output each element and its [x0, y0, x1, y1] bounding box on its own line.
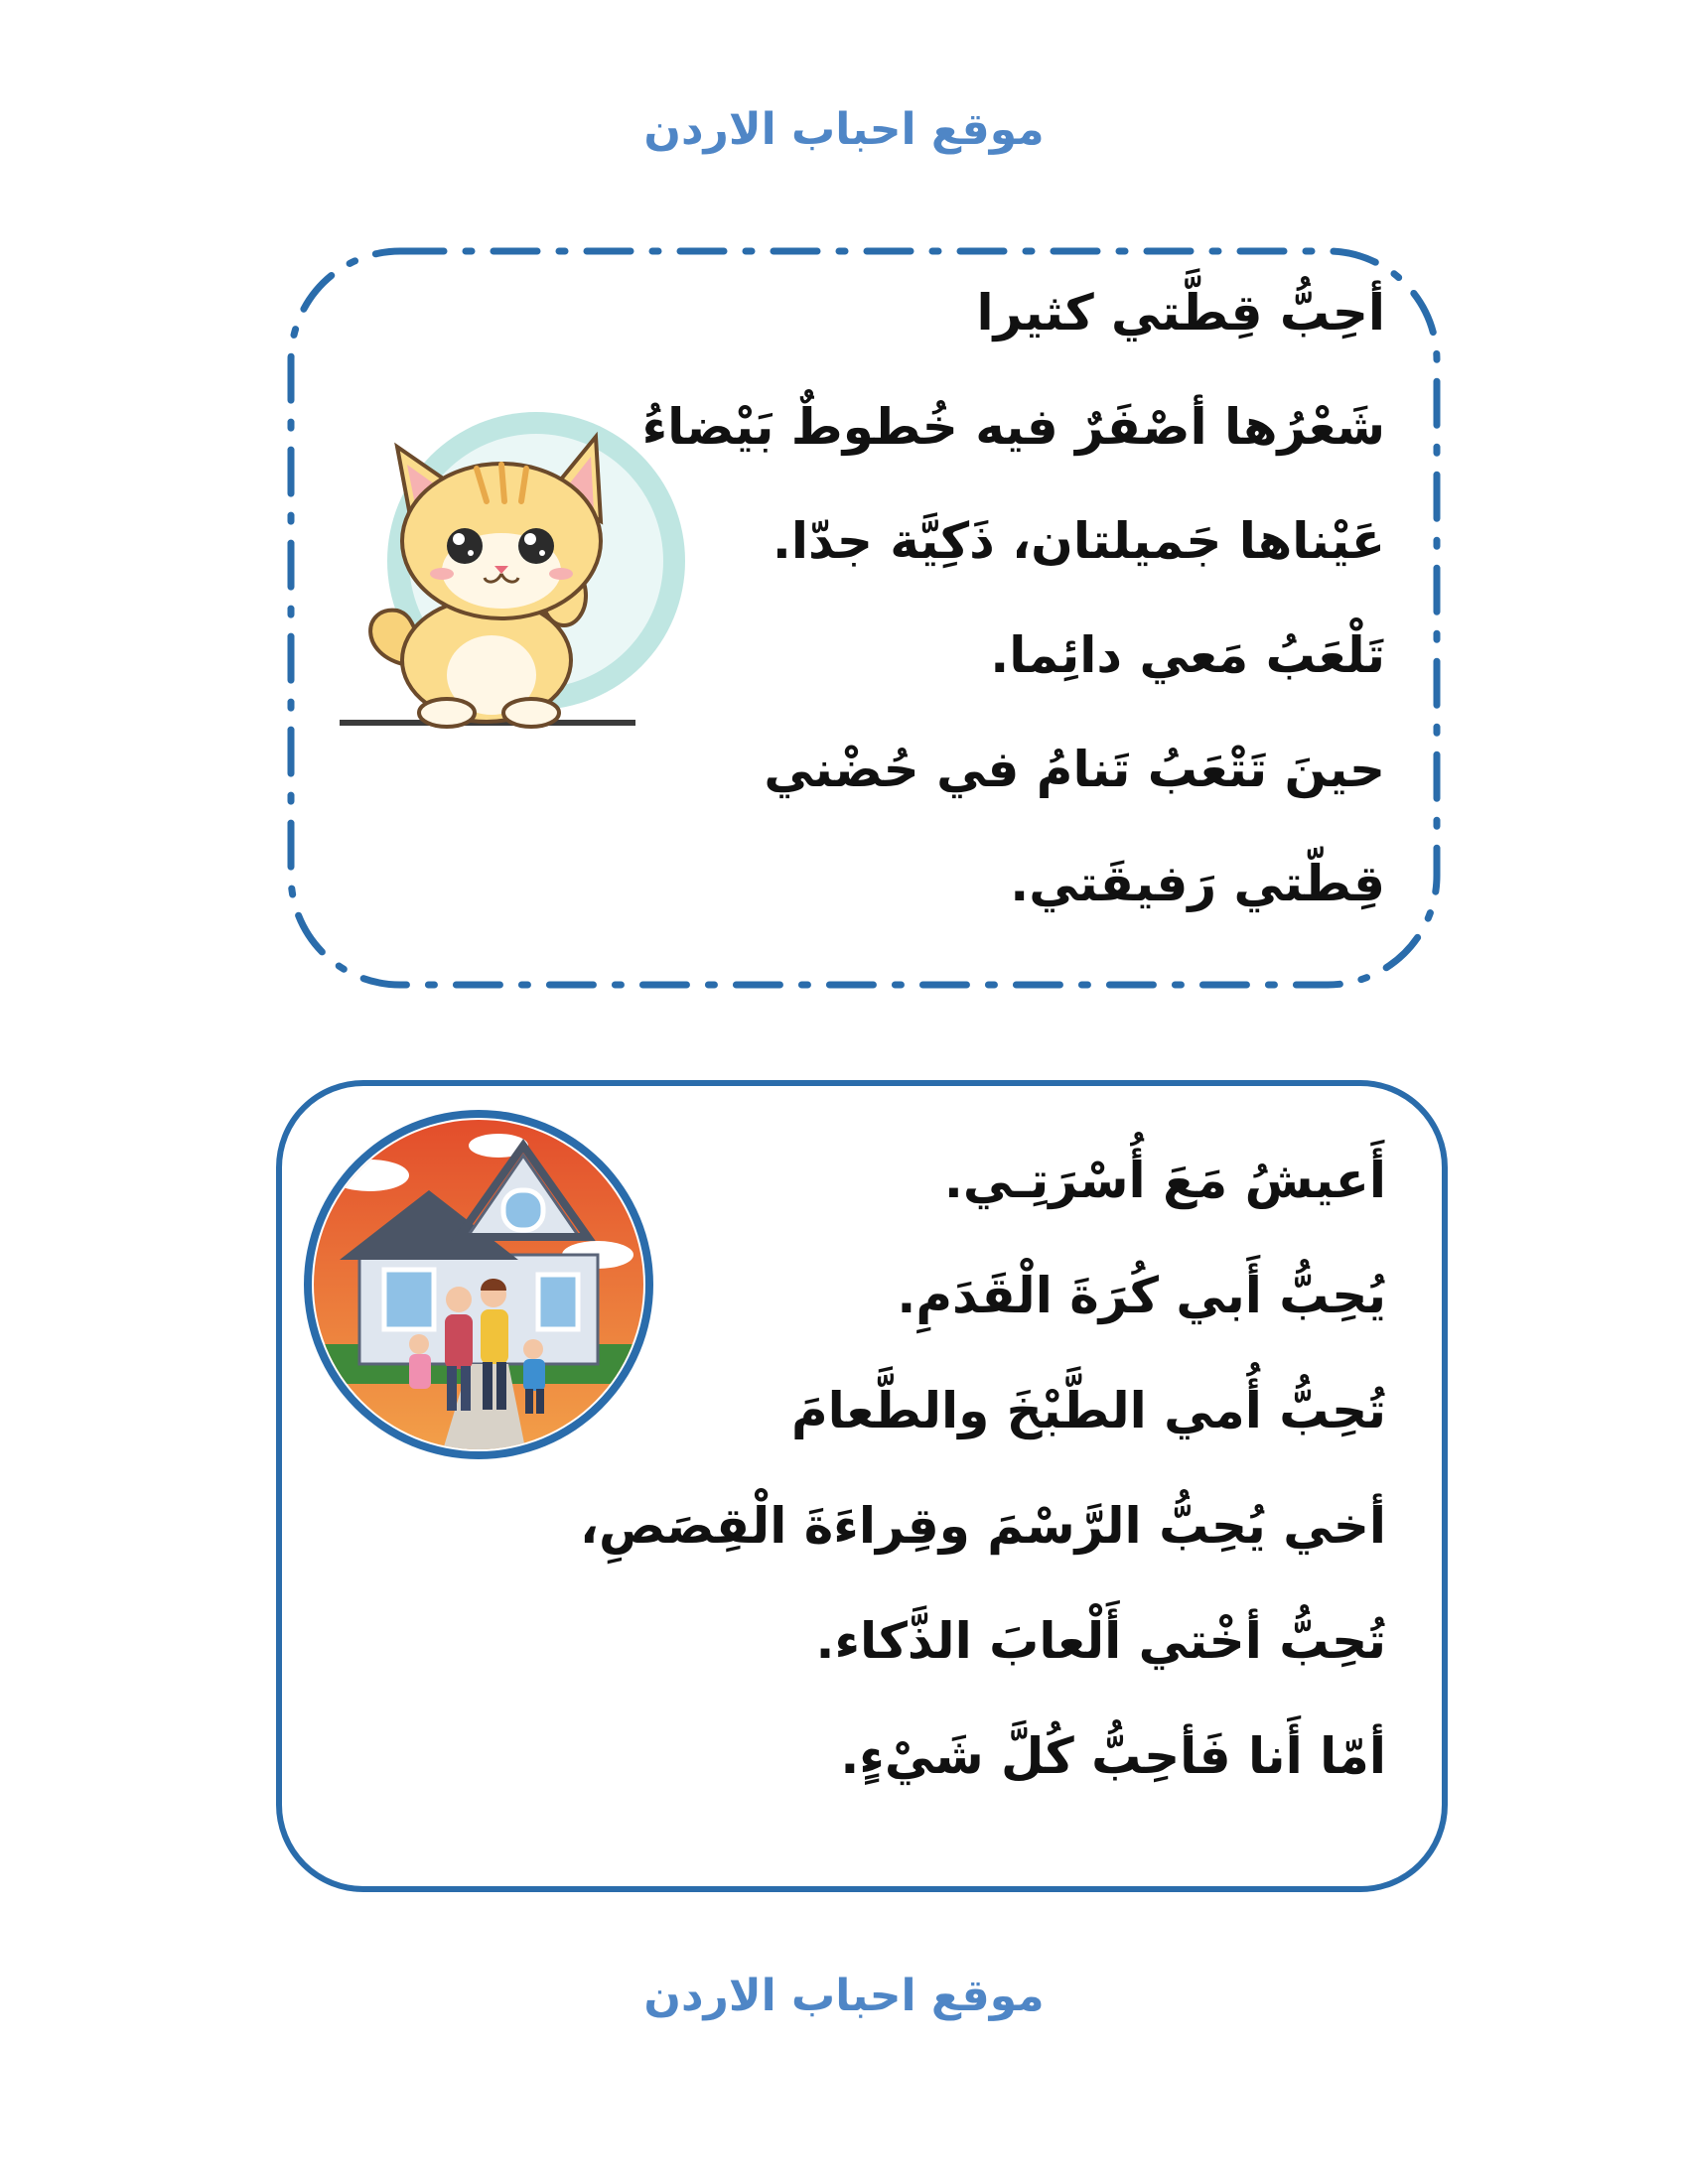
cat-reading-card [283, 243, 1445, 993]
cat-line-3: عَيْناها جَميلتان، ذَكِيَّة جدّا. [772, 512, 1385, 570]
family-line-4: أخي يُحِبُّ الرَّسْمَ وقِراءَةَ الْقِصَصِ، [579, 1497, 1386, 1555]
cat-line-6: قِطّتي رَفيقَتي. [1010, 855, 1385, 912]
family-reading-card [276, 1080, 1448, 1892]
cat-line-2: شَعْرُها أصْفَرٌ فيه خُطوطٌ بَيْضاءُ [641, 398, 1385, 456]
family-line-6: أمّا أَنا فَأحِبُّ كُلَّ شَيْءٍ. [840, 1727, 1386, 1785]
cat-line-1: أحِبُّ قِطَّتي كثيرا [976, 284, 1385, 341]
site-title-bottom: موقع احباب الاردن [643, 1971, 1045, 2021]
cat-text-lines [641, 284, 1385, 973]
cat-line-5: حينَ تَتْعَبُ تَنامُ في حُضْني [764, 741, 1385, 798]
cat-line-4: تَلْعَبُ مَعي دائِما. [990, 626, 1385, 684]
family-line-5: تُحِبُّ أخْتي أَلْعابَ الذَّكاء. [815, 1612, 1386, 1670]
family-text-lines [579, 1152, 1386, 1846]
family-line-1: أَعيشُ مَعَ أُسْرَتِـي. [943, 1152, 1386, 1209]
family-line-2: يُحِبُّ أَبي كُرَةَ الْقَدَمِ. [897, 1267, 1386, 1324]
family-line-3: تُحِبُّ أُمي الطَّبْخَ والطَّعامَ [790, 1382, 1386, 1439]
site-title-top: موقع احباب الاردن [643, 104, 1045, 155]
